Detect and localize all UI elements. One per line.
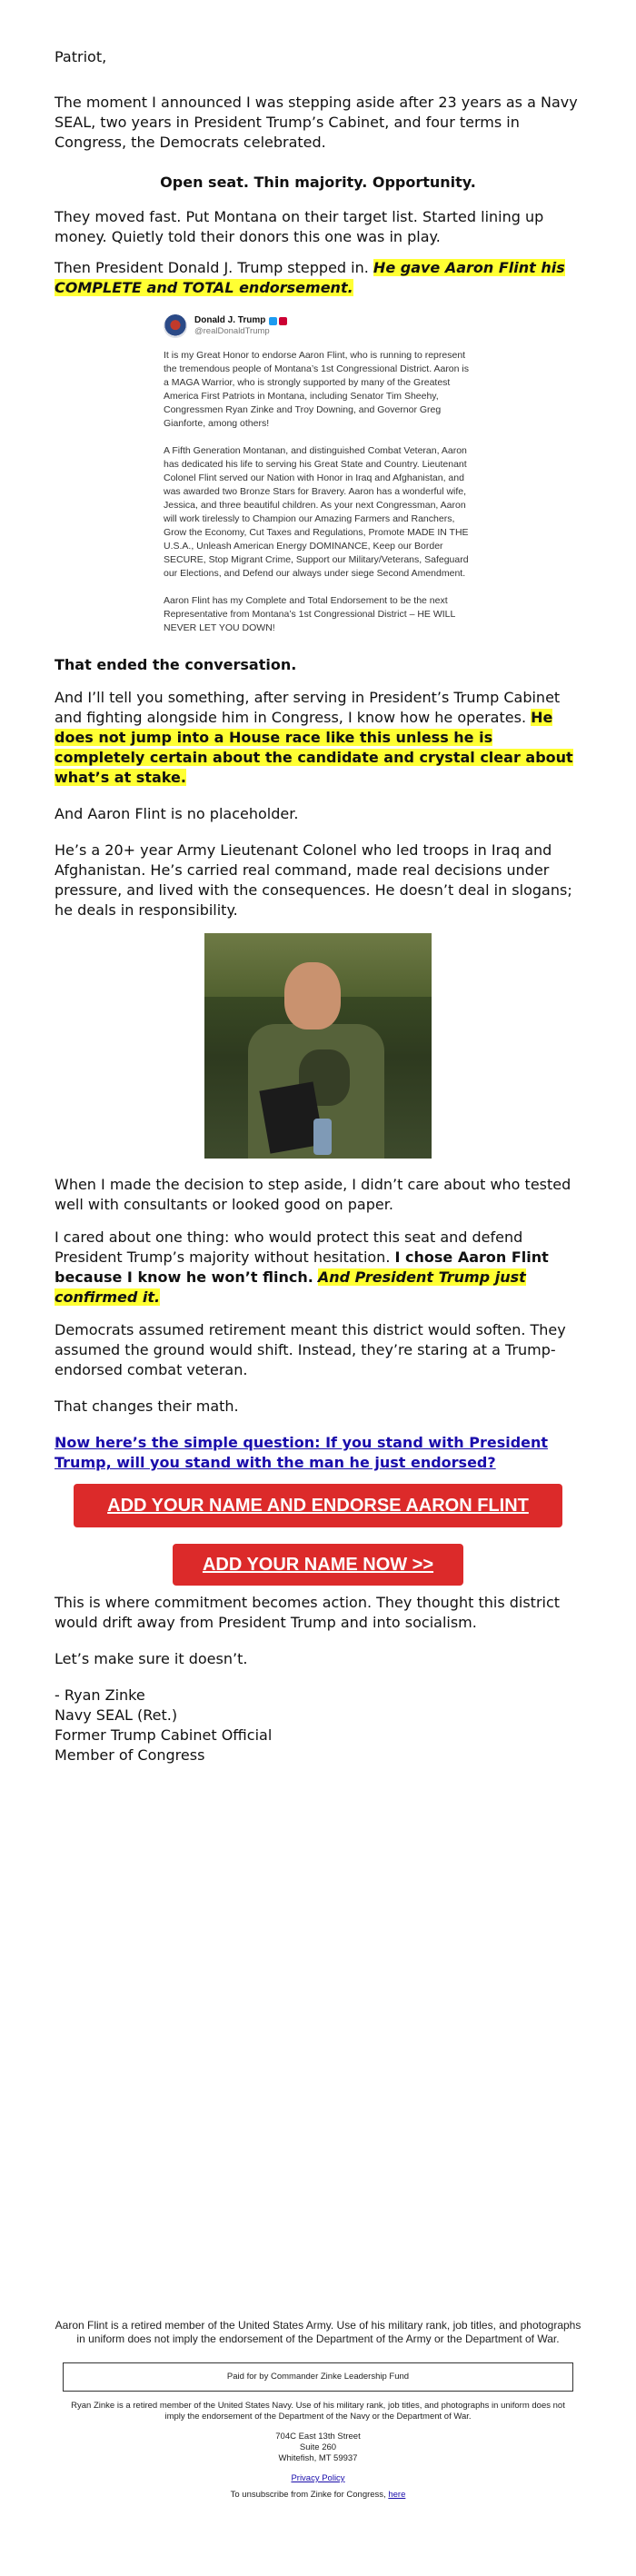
signature-title-3: Member of Congress [55,1746,205,1764]
signature-title-2: Former Trump Cabinet Official [55,1726,273,1744]
paragraph-7: And Aaron Flint is no placeholder. [55,805,299,822]
paragraph-9: When I made the decision to step aside, I didn’t care about who tested well with consultants or looked good on paper. [55,1176,571,1213]
paragraph-11: Democrats assumed retirement meant this district would soften. They assumed the ground would shift. Instead, they’re staring at a Trump-endorsed combat veteran. [55,1321,566,1378]
address-line-2: Suite 260 [299,2442,337,2452]
paragraph-10-highlight: And President Trump just confirmed it. [55,1268,526,1306]
avatar [164,314,187,338]
paragraph-4 [55,258,581,298]
address-line-1: 704C East 13th Street [275,2432,361,2442]
post-header [164,311,472,342]
address-line-3: Whitefish, MT 59937 [278,2453,358,2463]
signature-title-1: Navy SEAL (Ret.) [55,1706,178,1724]
paragraph-10-bold: I chose Aaron Flint because I know he won’t flinch. [55,1248,549,1286]
endorse-button[interactable]: ADD YOUR NAME AND ENDORSE AARON FLINT [74,1484,562,1527]
trump-endorsement-post [164,311,472,635]
signature-name: - Ryan Zinke [55,1686,145,1704]
paragraph-4-highlight: He gave Aaron Flint his COMPLETE and TOTAL endorsement. [55,259,565,296]
unsubscribe-text: To unsubscribe from Zinke for Congress, [230,2490,389,2500]
privacy-policy-link[interactable]: Privacy Policy [291,2473,345,2483]
paragraph-8: He’s a 20+ year Army Lieutenant Colonel who led troops in Iraq and Afghanistan. He’s carried real command, made real decisions under pressure, and lived with the consequences. He doesn’t deal in slogans; he deals in responsibility. [55,841,572,919]
paragraph-6-text: And I’ll tell you something, after serving in President’s Trump Cabinet and fighting alongside him in Congress, I know how he operates. [55,689,561,726]
post-paragraph-2: A Fifth Generation Montanan, and distinguished Combat Veteran, Aaron has dedicated his life to serving his Great State and Country. Lieutenant Colonel Flint served our Nation with Honor in Iraq and Afghanistan, and was awarded two Bronze Stars for Bravery. Aaron has a wonderful wife, Jessica, and three beautiful children. As your next Congressman, Aaron will work tirelessly to Champion our Amazing Farmers and Ranchers, Grow the Economy, Cut Taxes and Regulations, Promote MADE IN THE U.S.A., Unleash American Energy DOMINANCE, Keep our Border SECURE, Stop Migrant Crime, Support our Military/Veterans, Safeguard our Elections, and Defend our always under siege Second Amendment. [164,445,469,579]
paragraph-1: The moment I announced I was stepping aside after 23 years as a Navy SEAL, two years in President Trump’s Cabinet, and four terms in Congress, the Democrats celebrated. [55,94,578,151]
paragraph-10 [55,1228,581,1308]
signature [55,1686,581,1765]
post-author-name: Donald J. Trump [194,315,266,325]
paragraph-13: This is where commitment becomes action. They thought this district would drift away from President Trump and into socialism. [55,1594,561,1631]
mailing-address [0,2432,636,2464]
unsubscribe-line [0,2490,636,2501]
paragraph-5: That ended the conversation. [55,656,297,673]
post-paragraph-3: Aaron Flint has my Complete and Total Endorsement to be the next Representative from Montana’s 1st Congressional District – HE WILL NEVER LET YOU DOWN! [164,595,455,633]
paragraph-6 [55,688,581,788]
post-author-handle: @realDonaldTrump [194,326,270,336]
post-paragraph-1: It is my Great Honor to endorse Aaron Flint, who is running to represent the tremendous people of Montana’s 1st Congressional District. Aaron is a MAGA Warrior, who is strongly supported by many of the Greatest America First Patriots in Montana, including Senator Tim Sheehy, Congressmen Ryan Zinke and Troy Downing, and Governor Greg Gianforte, among others! [164,350,469,429]
paragraph-3: They moved fast. Put Montana on their target list. Started lining up money. Quietly told their donors this one was in play. [55,208,544,245]
zinke-disclaimer: Ryan Zinke is a retired member of the United States Navy. Use of his military rank, job titles, and photographs in uniform does not imply the endorsement of the Department of the Navy or the Department of War. [71,2401,565,2422]
aaron-flint-photo [204,933,432,1159]
greeting: Patriot, [55,48,107,65]
flint-disclaimer: Aaron Flint is a retired member of the United States Army. Use of his military rank, job titles, and photographs in uniform does not imply the endorsement of the Department of the Army or the Department of War. [55,2319,581,2345]
paragraph-6-highlight: He does not jump into a House race like this unless he is completely certain about the candidate and crystal clear about what’s at stake. [55,709,573,786]
paid-for-box: Paid for by Commander Zinke Leadership Fund [63,2362,573,2392]
add-name-button[interactable]: ADD YOUR NAME NOW >> [173,1544,463,1586]
paragraph-2: Open seat. Thin majority. Opportunity. [160,174,476,191]
footer [0,2319,636,2501]
paragraph-10-text: I cared about one thing: who would protect this seat and defend President Trump’s majority without hesitation. [55,1228,523,1266]
cta-question-link[interactable]: Now here’s the simple question: If you stand with President Trump, will you stand with the man he just endorsed? [55,1434,549,1471]
unsubscribe-link[interactable]: here [388,2490,406,2500]
paragraph-4-text: Then President Donald J. Trump stepped in. [55,259,373,276]
paragraph-12: That changes their math. [55,1397,239,1415]
verified-badge-icon [269,317,277,325]
paragraph-14: Let’s make sure it doesn’t. [55,1650,248,1667]
flag-badge-icon [279,317,287,325]
